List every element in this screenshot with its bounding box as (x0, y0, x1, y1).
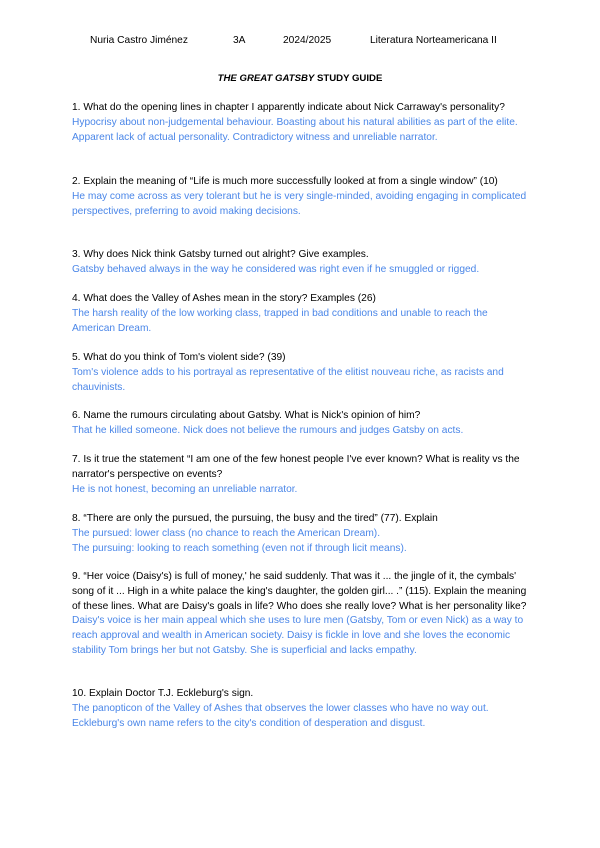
qa-item-6 (72, 409, 532, 439)
answer: Tom's violence adds to his portrayal as representative of the elitist nouveau riche, as racists and chauvinists. (72, 366, 504, 393)
question: 1. What do the opening lines in chapter I apparently indicate about Nick Carraway's personality? (72, 102, 505, 113)
answer: The pursued: lower class (no chance to reach the American Dream). The pursuing: looking to reach something (even not if through licit means). (72, 527, 407, 554)
title-suffix: STUDY GUIDE (314, 73, 383, 84)
qa-item-1 (72, 101, 532, 145)
qa-item-10 (72, 687, 532, 731)
answer: The harsh reality of the low working class, trapped in bad conditions and unable to reach the American Dream. (72, 307, 488, 334)
course-name: Literatura Norteamericana II (370, 35, 497, 46)
qa-item-8 (72, 512, 532, 556)
page-title (0, 73, 600, 84)
question: 6. Name the rumours circulating about Gatsby. What is Nick's opinion of him? (72, 410, 421, 421)
qa-item-3 (72, 248, 532, 278)
question: 10. Explain Doctor T.J. Eckleburg's sign. (72, 688, 254, 699)
student-name: Nuria Castro Jiménez (90, 35, 188, 46)
academic-year: 2024/2025 (283, 35, 332, 46)
question: 3. Why does Nick think Gatsby turned out alright? Give examples. (72, 249, 369, 260)
question: 4. What does the Valley of Ashes mean in the story? Examples (26) (72, 293, 376, 304)
qa-item-7 (72, 453, 532, 497)
answer: Hypocrisy about non-judgemental behaviour. Boasting about his natural abilities as part of the elite. Apparent lack of actual personality. Contradictory witness and unreliable narrator. (72, 116, 518, 143)
qa-item-9 (72, 570, 532, 659)
question: 2. Explain the meaning of “Life is much more successfully looked at from a single window” (10) (72, 176, 498, 187)
question: 5. What do you think of Tom's violent side? (39) (72, 352, 286, 363)
answer: He is not honest, becoming an unreliable narrator. (72, 483, 298, 495)
question: 9. “Her voice (Daisy's) is full of money,' he said suddenly. That was it ... the jingle of it, the cymbals' song of it ... High in a white palace the king's daughter, the golden girl... .” (115). Explain the meaning of these lines. What are Daisy's goals in life? Who does she really love? What is her personality like? (72, 571, 527, 612)
question: 8. “There are only the pursued, the pursuing, the busy and the tired” (77). Explain (72, 513, 438, 524)
answer: He may come across as very tolerant but he is very single-minded, avoiding engaging in complicated perspectives, preferring to avoid making decisions. (72, 190, 527, 217)
question: 7. Is it true the statement “I am one of the few honest people I've ever known? What is reality vs the narrator's perspective on events? (72, 454, 520, 480)
answer: Gatsby behaved always in the way he considered was right even if he smuggled or rigged. (72, 263, 480, 275)
qa-item-5 (72, 351, 532, 395)
answer: The panopticon of the Valley of Ashes that observes the lower classes who have no way out. Eckleburg's own name refers to the city's condition of desperation and disgust. (72, 702, 489, 729)
title-book-name: THE GREAT GATSBY (217, 73, 315, 84)
qa-item-4 (72, 292, 532, 336)
answer: Daisy's voice is her main appeal which she uses to lure men (Gatsby, Tom or even Nick) as a way to reach approval and wealth in American society. Daisy is fickle in love and she loves the economic stability Tom brings her but not Gatsby. She is superficial and lacks empathy. (72, 615, 524, 656)
student-group: 3A (233, 35, 246, 46)
answer: That he killed someone. Nick does not believe the rumours and judges Gatsby on acts. (72, 424, 464, 436)
qa-item-2 (72, 175, 532, 219)
